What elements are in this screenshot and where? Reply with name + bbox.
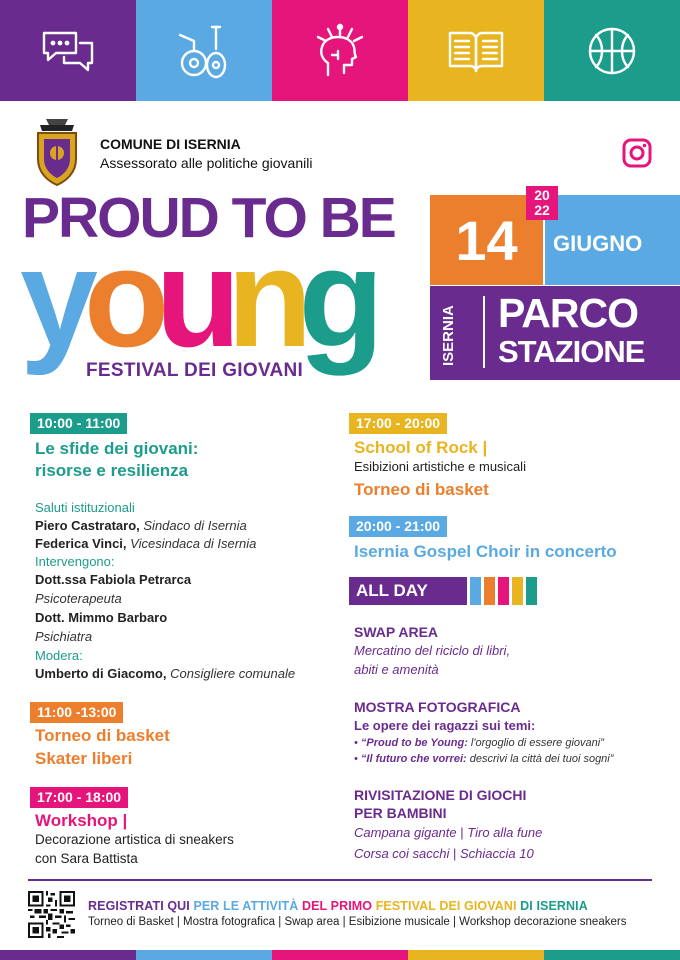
- strip-pink: [272, 950, 408, 960]
- chat-cell: [0, 0, 136, 101]
- speaker-name: Umberto di Giacomo,: [35, 666, 167, 681]
- strip-purple: [0, 950, 136, 960]
- game-item: Schiaccia 10: [460, 846, 534, 861]
- chat-bubbles-icon: [36, 19, 100, 83]
- bullet: •: [354, 737, 358, 749]
- date-day: 14: [430, 195, 543, 285]
- festival-subtitle: FESTIVAL DEI GIOVANI: [86, 360, 304, 381]
- assessorato-name: Assessorato alle politiche giovanili: [100, 155, 313, 171]
- reg-part: FESTIVAL DEI GIOVANI: [375, 899, 521, 913]
- game-item: Campana gigante: [354, 825, 457, 840]
- session-title-line1: Le sfide dei giovani:: [35, 439, 199, 458]
- speaker-role: Vicesindaca di Isernia: [130, 536, 257, 551]
- venue-line1: PARCO: [498, 290, 639, 336]
- date-month: GIUGNO: [553, 231, 643, 256]
- year-top: 20: [534, 187, 550, 203]
- mostra-sub: Le opere dei ragazzi sui temi:: [354, 718, 536, 733]
- young-letter-n: n: [226, 219, 299, 376]
- top-icon-strip: [0, 0, 680, 101]
- game-item: Corsa coi sacchi: [354, 846, 450, 861]
- strip-blue: [470, 577, 481, 605]
- strip-teal: [526, 577, 537, 605]
- young-letter-y: y: [20, 219, 84, 376]
- swap-area-title: SWAP AREA: [354, 624, 439, 640]
- basketball-cell: [544, 0, 680, 101]
- basketball-icon: [580, 19, 644, 83]
- registration-qr-code[interactable]: [28, 891, 75, 938]
- bottom-color-strip: [0, 950, 680, 960]
- saluti-label: Saluti istituzionali: [35, 500, 135, 515]
- theme-desc: l'orgoglio di essere giovani”: [467, 737, 604, 749]
- activity-skater: Skater liberi: [35, 749, 133, 768]
- venue-line2: STAZIONE: [498, 334, 645, 369]
- speaker-petrarca-role: Psicoterapeuta: [35, 591, 122, 606]
- theme-title: “Proud to be Young:: [360, 737, 468, 749]
- theme-desc: descrivi la città dei tuoi sogni”: [466, 753, 614, 765]
- giochi-row1: [354, 826, 542, 839]
- right-torneo-basket: Torneo di basket: [354, 480, 489, 499]
- workshop-desc: Decorazione artistica di sneakers: [35, 832, 234, 847]
- mostra-title: MOSTRA FOTOGRAFICA: [354, 699, 521, 715]
- time-badge-10-11: 10:00 - 11:00: [30, 413, 127, 434]
- separator: |: [460, 825, 464, 840]
- all-day-color-strip: [470, 577, 537, 605]
- strip-orange: [484, 577, 495, 605]
- swap-area-line1: Mercatino del riciclo di libri,: [354, 643, 511, 658]
- music-instruments-icon: [172, 19, 236, 83]
- strip-yellow: [512, 577, 523, 605]
- time-badge-11-13: 11:00 -13:00: [30, 702, 123, 723]
- ideas-head-icon: [308, 19, 372, 83]
- registration-cta[interactable]: [88, 899, 588, 913]
- municipal-crest-logo: [32, 117, 82, 189]
- school-of-rock-title: School of Rock |: [354, 438, 488, 457]
- reg-part: DEL PRIMO: [301, 899, 376, 913]
- strip-pink: [498, 577, 509, 605]
- speaker-role: Sindaco di Isernia: [143, 518, 247, 533]
- footer-divider: [28, 879, 652, 881]
- speaker-castrataro: [35, 519, 247, 532]
- workshop-title: Workshop |: [35, 811, 128, 830]
- young-letter-o: o: [83, 219, 156, 376]
- giochi-row2: [354, 847, 534, 860]
- mostra-theme-1: [354, 738, 604, 749]
- speaker-digiacomo: [35, 667, 295, 680]
- bullet: •: [354, 753, 358, 765]
- giochi-title-line1: RIVISITAZIONE DI GIOCHI: [354, 787, 527, 803]
- title-proud-to-be: PROUD TO BE: [22, 186, 395, 250]
- strip-teal: [544, 950, 680, 960]
- giochi-title-line2: PER BAMBINI: [354, 805, 447, 821]
- year-bottom: 22: [534, 202, 550, 218]
- speaker-role: Consigliere comunale: [170, 666, 296, 681]
- activity-torneo-basket: Torneo di basket: [35, 726, 170, 745]
- session-title-line2: risorse e resilienza: [35, 461, 189, 480]
- swap-area-line2: abiti e amenità: [354, 662, 439, 677]
- music-cell: [136, 0, 272, 101]
- time-badge-17-18: 17:00 - 18:00: [30, 787, 128, 808]
- reg-part: REGISTRATI QUI: [88, 899, 194, 913]
- venue-city: ISERNIA: [440, 305, 457, 367]
- intervengono-label: Intervengono:: [35, 554, 115, 569]
- strip-blue: [136, 950, 272, 960]
- instagram-icon[interactable]: [622, 138, 652, 168]
- strip-yellow: [408, 950, 544, 960]
- young-letter-g: g: [298, 219, 370, 376]
- speaker-vinci: [35, 537, 256, 550]
- speaker-barbaro-role: Psichiatra: [35, 629, 93, 644]
- school-of-rock-desc: Esibizioni artistiche e musicali: [354, 459, 526, 474]
- open-book-icon: [444, 19, 508, 83]
- book-cell: [408, 0, 544, 101]
- date-year: [526, 186, 558, 220]
- all-day-badge: ALL DAY: [349, 577, 467, 605]
- time-badge-17-20: 17:00 - 20:00: [349, 413, 447, 434]
- reg-part: DI ISERNIA: [520, 899, 588, 913]
- gospel-choir-title: Isernia Gospel Choir in concerto: [354, 542, 617, 561]
- mostra-theme-2: [354, 754, 613, 765]
- speaker-barbaro: Dott. Mimmo Barbaro: [35, 610, 168, 625]
- theme-title: “Il futuro che vorrei:: [360, 753, 467, 765]
- venue-divider: [483, 296, 485, 368]
- speaker-petrarca: Dott.ssa Fabiola Petrarca: [35, 572, 192, 587]
- game-item: Tiro alla fune: [467, 825, 543, 840]
- speaker-name: Piero Castrataro,: [35, 518, 140, 533]
- comune-name: COMUNE DI ISERNIA: [100, 136, 241, 152]
- modera-label: Modera:: [35, 648, 83, 663]
- time-badge-20-21: 20:00 - 21:00: [349, 516, 447, 537]
- speaker-name: Federica Vinci,: [35, 536, 127, 551]
- date-venue-box: [430, 187, 680, 380]
- workshop-host: con Sara Battista: [35, 851, 138, 866]
- separator: |: [453, 846, 457, 861]
- reg-part: PER LE ATTIVITÀ: [193, 899, 302, 913]
- activities-list: Torneo di Basket | Mostra fotografica | Swap area | Esibizione musicale | Workshop decorazione sneakers: [88, 916, 627, 928]
- young-letter-u: u: [155, 219, 227, 376]
- ideas-cell: [272, 0, 408, 101]
